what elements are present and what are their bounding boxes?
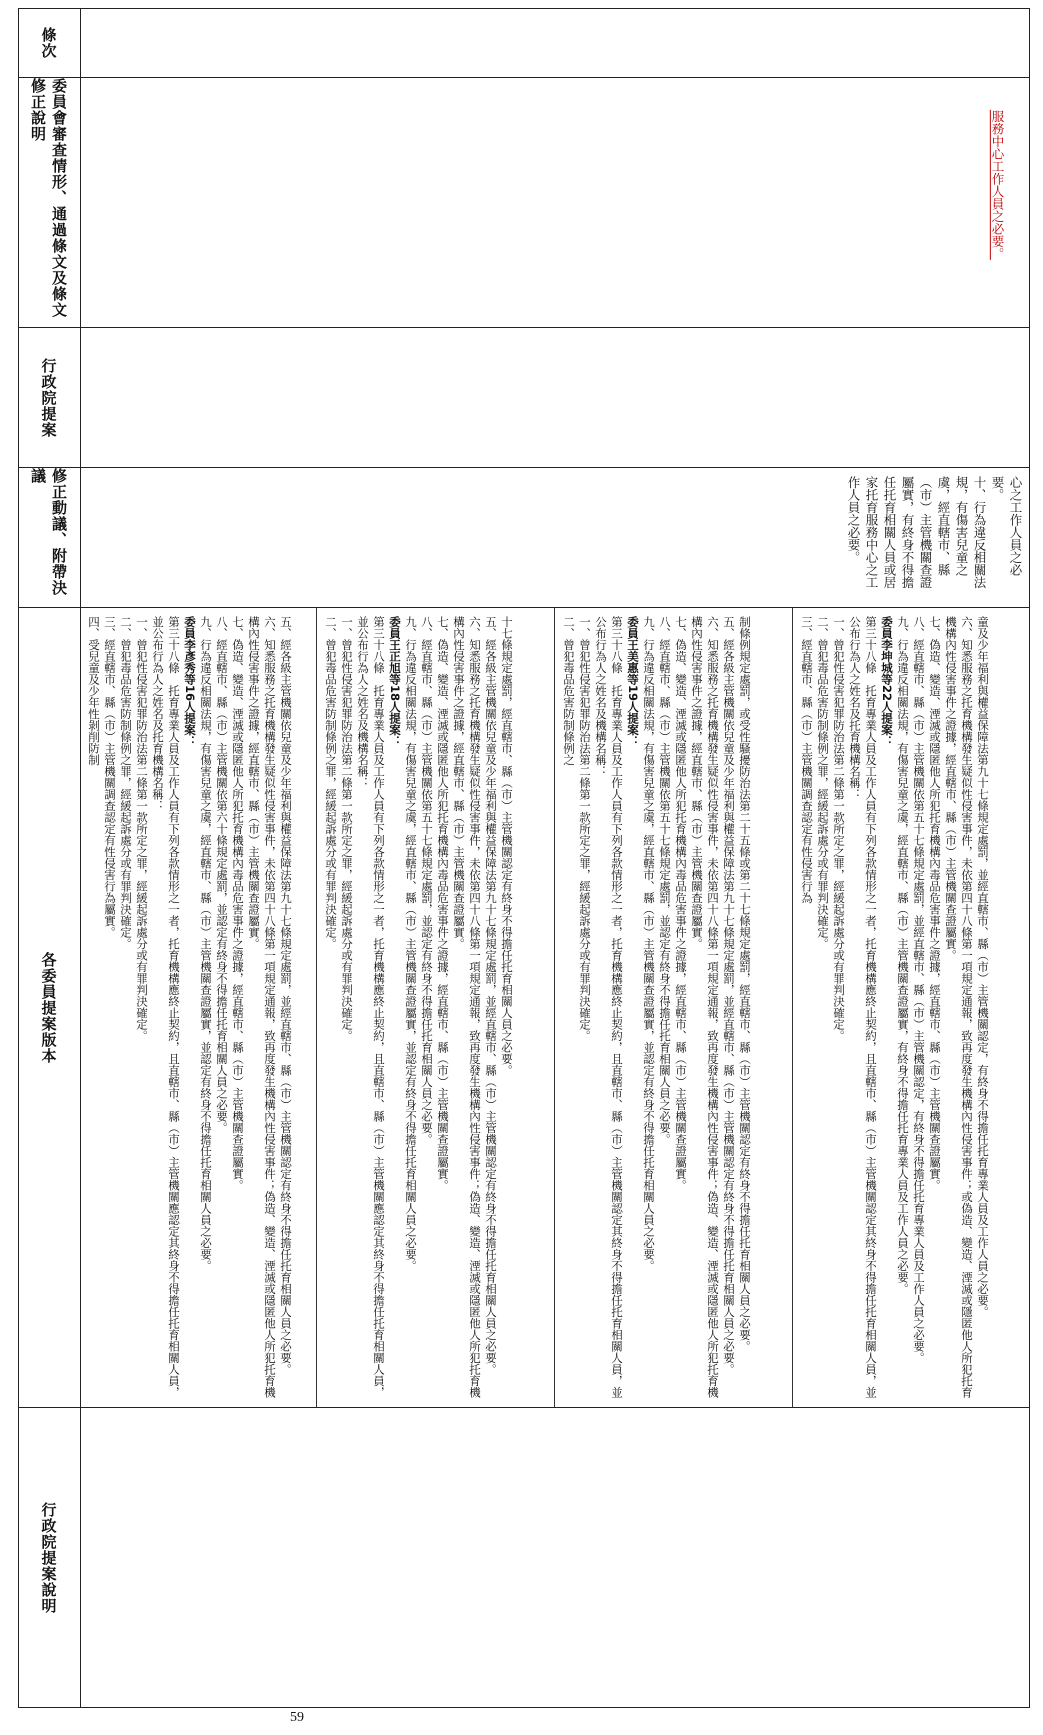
header-col-committee: 委員會審查情形、通過條文及條文修正說明 [18, 78, 80, 328]
header-col-amendment: 修正動議、附帶決議 [18, 468, 80, 608]
header-col-executive: 行政院提案 [18, 328, 80, 468]
proposal-column-4 [80, 608, 316, 1408]
cell-executive-explanation [80, 1408, 1030, 1708]
proposal-2-title: 委員王美惠等19人提案： [626, 616, 640, 748]
cell-executive [80, 328, 1030, 468]
proposal-3-title: 委員王正旭等18人提案： [388, 616, 402, 748]
proposal-4-tail: 第三十八條 托育專業人員及工作人員有下列各款情形之一者，托育機構應終止契約，且直轄市、縣（市）主管機關應認定其終身不得擔任托育相關人員，並公布行為人之姓名及托育機構名稱： 一、曾犯性侵害犯罪防治法第二條第一款所定之罪，經緩起訴處分或有罪判決確定。 二、曾犯毒品危害防制條例之罪，經緩起訴處分或有罪判決確定。 三、經直轄市、縣（市）主管機關調查認定有性侵害行為屬實。 四、受兒童及少年性剝削防制 [87, 616, 181, 1398]
cell-amendment [80, 468, 1030, 608]
committee-text-content: 服務中心工作人員之必要。 [990, 109, 1005, 260]
proposal-3-tail: 第三十八條 托育專業人員及工作人員有下列各款情形之一者，托育機構應終止契約，且直轄市、縣（市）主管機關應認定其終身不得擔任托育相關人員，並公布行為人之姓名及機構名稱： 一、曾犯性侵害犯罪防治法第二條第一款所定之罪，經緩起訴處分或有罪判決確定。 二、曾犯毒品危害防制條例之罪，經緩起訴處分或有罪判決確定。 [324, 616, 386, 1398]
proposal-2-tail: 第三十八條 托育專業人員及工作人員有下列各款情形之一者，托育機構應終止契約，且直轄市、縣（市）主管機關認定其終身不得擔任托育相關人員，並公布行為人之姓名及機構名稱： 一、曾犯性侵害犯罪防治法第二條第一款所定之罪，經緩起訴處分或有罪判決確定。 二、曾犯毒品危害防制條例之 [562, 616, 624, 1398]
proposal-4-text [80, 608, 300, 1408]
proposal-column-3 [316, 608, 554, 1408]
cell-committee [80, 78, 1030, 328]
header-col-executive-explanation: 行政院提案說明 [39, 1502, 58, 1614]
page-number: 59 [290, 1710, 304, 1725]
header-col-member-proposals: 各委員提案版本 [18, 608, 80, 1408]
proposal-column-2 [554, 608, 792, 1408]
proposal-1-text [793, 608, 997, 1408]
proposal-1-title: 委員李坤城等22人提案： [880, 616, 894, 748]
cell-article [80, 8, 1030, 78]
table-header [18, 8, 81, 1708]
proposal-3-text [317, 608, 521, 1408]
proposal-column-1 [792, 608, 1030, 1408]
proposal-2-body: 制條例規定處罰，或受性騷擾防治法第二十五條或第二十七條規定處罰，經直轄市、縣（市）主管機關認定有終身不得擔任托育相關人員之必要。 五、經各級主管機關依兒童及少年福利與權益保障法第九十七條規定處罰，並經直轄市、縣（市）主管機關認定有終身不得擔任托育相關人員之必要。 六、知悉服務之托育機構發生疑似性侵害事件，未依第四十八條第一項規定通報，致再度發生機構內性侵害事件；偽造、變造、湮滅或隱匿他人所犯托育機構內性侵害事件之證據，經直轄市、縣（市）主管機關查證屬實。 七、偽造、變造、湮滅或隱匿他人所犯托育機構內毒品危害事件之證據，經直轄市、縣（市）主管機關查證屬實。 八、經直轄市、縣（市）主管機關依第五十七條規定處罰，並認定有終身不得擔任托育相關人員之必要。 九、行為違反相關法規，有傷害兒童之虞，經直轄市、縣（市）主管機關查證屬實，並認定有終身不得擔任托育相關人員之必要。 [642, 616, 752, 1398]
cell-member-proposals [80, 608, 1030, 1408]
proposal-4-title: 委員李彥秀等16人提案： [183, 616, 197, 748]
proposal-1-tail: 第三十八條 托育專業人員及工作人員有下列各款情形之一者，托育機構應終止契約，且直轄市、縣（市）主管機關認定其終身不得擔任托育相關人員，並公布行為人之姓名及托育機構名稱： 一、曾犯性侵害犯罪防治法第二條第一款所定之罪，經緩起訴處分或有罪判決確定。 二、曾犯毒品危害防制條例之罪，經緩起訴處分或有罪判決確定。 三、經直轄市、縣（市）主管機關調查認定有性侵害行為 [800, 616, 878, 1398]
committee-text [964, 78, 1030, 327]
amendment-text: 心之工作人員之必要。 十、行為違反相關法規，有傷害兒童之虞，經直轄市、縣（市）主管機關查證屬實，有終身不得擔任托育相關人員或居家托育服務中心之工作人員之必要。 [846, 476, 1023, 589]
proposal-2-text [555, 608, 759, 1408]
proposal-4-body: 五、經各級主管機關依兒童及少年福利與權益保障法第九十七條規定處罰，並經直轄市、縣（市）主管機關認定有終身不得擔任托育相關人員之必要。 六、知悉服務之托育機構發生疑似性侵害事件，未依第四十八條第一項規定通報，致再度發生機構內性侵害事件；偽造、變造、湮滅或隱匿他人所犯托育機構內性侵害事件之證據，經直轄市、縣（市）主管機關查證屬實。 七、偽造、變造、湮滅或隱匿他人所犯托育機構內毒品危害事件之證據，經直轄市、縣（市）主管機關查證屬實。 八、經直轄市、縣（市）主管機關依第六十條規定處罰，並認定有終身不得擔任托育相關人員之必要。 九、行為違反相關法規，有傷害兒童之虞，經直轄市、縣（市）主管機關查證屬實，並認定有終身不得擔任托育相關人員之必要。 [199, 616, 293, 1398]
header-col-article: 條次 [18, 8, 80, 78]
proposal-3-body: 十七條規定處罰，經直轄市、縣（市）主管機關認定有終身不得擔任托育相關人員之必要。 五、經各級主管機關依兒童及少年福利與權益保障法第九十七條規定處罰，並經直轄市、縣（市）主管機關認定有終身不得擔任托育相關人員之必要。 六、知悉服務之托育機構發生疑似性侵害事件，未依第四十八條第一項規定通報，致再度發生機構內性侵害事件；偽造、變造、湮滅或隱匿他人所犯托育機構內性侵害事件之證據，經直轄市、縣（市）主管機關查證屬實。 七、偽造、變造、湮滅或隱匿他人所犯托育機構內毒品危害事件之證據，經直轄市、縣（市）主管機關查證屬實。 八、經直轄市、縣（市）主管機關依第五十七條規定處罰，並認定有終身不得擔任托育相關人員之必要。 九、行為違反相關法規，有傷害兒童之虞，經直轄市、縣（市）主管機關查證屬實，並認定有終身不得擔任托育相關人員之必要。 [404, 616, 514, 1398]
document-table [18, 8, 1030, 1708]
proposal-1-body: 童及少年福利與權益保障法第九十七條規定處罰，並經直轄市、縣（市）主管機關認定，有終身不得擔任托育專業人員及工作人員之必要。 六、知悉服務之托育機構發生疑似性侵害事件，未依第四十八條第一項規定通報，致再度發生機構內性侵害事件；或偽造、變造、湮滅或隱匿他人所犯托育機構內性侵害事件之證據，經直轄市、縣（市）主管機關查證屬實。 七、偽造、變造、湮滅或隱匿他人所犯托育機構內毒品危害事件之證據，經直轄市、縣（市）主管機關查證屬實。 八、經直轄市、縣（市）主管機關依第五十七條規定處罰，並經直轄市、縣（市）主管機關認定，有終身不得擔任托育專業人員及工作人員之必要。 九、行為違反相關法規，有傷害兒童之虞，經直轄市、縣（市）主管機關查證屬實，有終身不得擔任托育專業人員及工作人員之必要。 [896, 616, 990, 1398]
